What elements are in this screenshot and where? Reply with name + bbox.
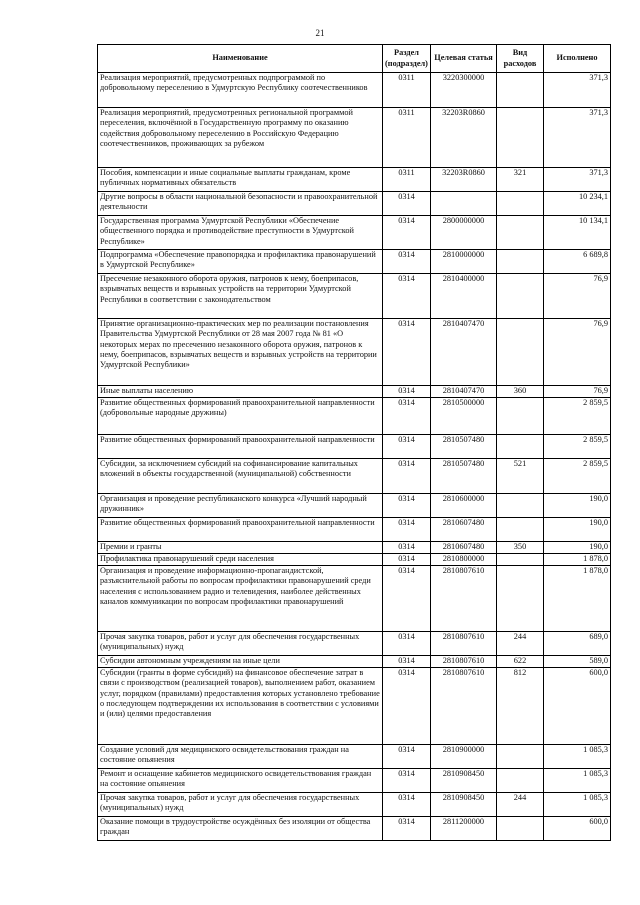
row-executed: 1 085,3	[544, 769, 611, 793]
row-executed: 2 859,5	[544, 435, 611, 459]
table-row	[98, 274, 611, 319]
row-executed: 1 085,3	[544, 793, 611, 817]
row-name: Субсидии (гранты в форме субсидий) на финансовое обеспечение затрат в связи с производством (реализацией товаров), выполнением работ, оказанием услуг, порядком (правилами) предоставления которых установлено требование о последующем подтверждении их использования в соответствии с условиями и (или) целями предоставления	[98, 668, 383, 745]
row-executed: 600,0	[544, 668, 611, 745]
table-row	[98, 459, 611, 494]
row-section: 0314	[383, 518, 431, 542]
header-name: Наименование	[98, 45, 383, 73]
row-section: 0314	[383, 274, 431, 319]
row-executed: 190,0	[544, 518, 611, 542]
table-row	[98, 668, 611, 745]
row-section: 0314	[383, 250, 431, 274]
row-name: Профилактика правонарушений среди населения	[98, 554, 383, 566]
row-name: Организация и проведение республиканского конкурса «Лучший народный дружинник»	[98, 494, 383, 518]
row-name: Реализация мероприятий, предусмотренных подпрограммой по добровольному переселению в Удмуртскую Республику соотечественников	[98, 73, 383, 108]
row-name: Государственная программа Удмуртской Республики «Обеспечение общественного порядка и противодействие преступности в Удмуртской Республике»	[98, 216, 383, 250]
row-name: Развитие общественных формирований правоохранительной направленности (добровольные народные дружины)	[98, 398, 383, 435]
row-target: 2810908450	[431, 793, 497, 817]
row-name: Прочая закупка товаров, работ и услуг для обеспечения государственных (муниципальных) нужд	[98, 632, 383, 656]
row-target: 2810407470	[431, 319, 497, 386]
row-kind	[497, 192, 544, 216]
row-executed: 190,0	[544, 542, 611, 554]
row-executed: 600,0	[544, 817, 611, 841]
table-row	[98, 250, 611, 274]
table-row	[98, 168, 611, 192]
row-kind	[497, 435, 544, 459]
row-section: 0314	[383, 216, 431, 250]
row-kind: 321	[497, 168, 544, 192]
row-kind	[497, 566, 544, 632]
row-target: 2810507480	[431, 459, 497, 494]
row-kind	[497, 274, 544, 319]
row-target: 2810908450	[431, 769, 497, 793]
table-row	[98, 518, 611, 542]
table-row	[98, 108, 611, 168]
row-target: 2810807610	[431, 656, 497, 668]
row-section: 0314	[383, 319, 431, 386]
row-kind	[497, 769, 544, 793]
table-row	[98, 386, 611, 398]
row-target: 2810900000	[431, 745, 497, 769]
header-target: Целевая статья	[431, 45, 497, 73]
row-target: 2810800000	[431, 554, 497, 566]
table-row	[98, 745, 611, 769]
row-kind	[497, 108, 544, 168]
row-section: 0314	[383, 459, 431, 494]
table-row	[98, 554, 611, 566]
row-executed: 371,3	[544, 168, 611, 192]
row-executed: 1 085,3	[544, 745, 611, 769]
row-name: Пособия, компенсации и иные социальные выплаты гражданам, кроме публичных нормативных обязательств	[98, 168, 383, 192]
row-section: 0314	[383, 668, 431, 745]
row-name: Прочая закупка товаров, работ и услуг для обеспечения государственных (муниципальных) нужд	[98, 793, 383, 817]
row-target: 2810607480	[431, 542, 497, 554]
row-name: Реализация мероприятий, предусмотренных региональной программой переселения, включённой в Государственную программу по оказанию содействия добровольному переселению в Российскую Федерацию соотечественников, проживающих за рубежом	[98, 108, 383, 168]
row-section: 0314	[383, 554, 431, 566]
row-executed: 371,3	[544, 108, 611, 168]
table-row	[98, 632, 611, 656]
row-kind: 244	[497, 632, 544, 656]
table-row	[98, 566, 611, 632]
row-kind: 521	[497, 459, 544, 494]
row-name: Субсидии автономным учреждениям на иные цели	[98, 656, 383, 668]
page-number: 21	[315, 28, 325, 38]
table-row	[98, 656, 611, 668]
table-row	[98, 398, 611, 435]
header-section: Раздел (подраздел)	[383, 45, 431, 73]
row-section: 0314	[383, 632, 431, 656]
row-target: 2810000000	[431, 250, 497, 274]
row-section: 0314	[383, 817, 431, 841]
budget-table	[97, 44, 611, 841]
row-name: Развитие общественных формирований правоохранительной направленности	[98, 435, 383, 459]
row-section: 0314	[383, 769, 431, 793]
row-executed: 10 134,1	[544, 216, 611, 250]
row-section: 0314	[383, 793, 431, 817]
row-kind: 360	[497, 386, 544, 398]
row-section: 0314	[383, 494, 431, 518]
row-executed: 2 859,5	[544, 459, 611, 494]
row-target: 32203R0860	[431, 108, 497, 168]
table-row	[98, 817, 611, 841]
row-section: 0314	[383, 435, 431, 459]
row-kind: 812	[497, 668, 544, 745]
table-row	[98, 73, 611, 108]
row-kind: 350	[497, 542, 544, 554]
row-name: Оказание помощи в трудоустройстве осуждённых без изоляции от общества граждан	[98, 817, 383, 841]
row-kind: 622	[497, 656, 544, 668]
row-executed: 371,3	[544, 73, 611, 108]
row-target: 2811200000	[431, 817, 497, 841]
row-section: 0311	[383, 108, 431, 168]
row-kind	[497, 319, 544, 386]
row-kind	[497, 250, 544, 274]
row-target: 3220300000	[431, 73, 497, 108]
row-kind	[497, 554, 544, 566]
row-executed: 76,9	[544, 319, 611, 386]
row-section: 0314	[383, 398, 431, 435]
row-name: Другие вопросы в области национальной безопасности и правоохранительной деятельности	[98, 192, 383, 216]
row-target: 2810407470	[431, 386, 497, 398]
row-target	[431, 192, 497, 216]
row-executed: 10 234,1	[544, 192, 611, 216]
row-name: Принятие организационно-практических мер по реализации постановления Правительства Удмуртской Республики от 28 мая 2007 года № 81 «О некоторых мерах по пресечению незаконного оборота оружия, патронов к нему, боеприпасов, взрывчатых веществ и взрывных устройств на территории Удмуртской Республики»	[98, 319, 383, 386]
table-row	[98, 793, 611, 817]
row-section: 0314	[383, 192, 431, 216]
row-kind	[497, 494, 544, 518]
header-kind: Вид расходов	[497, 45, 544, 73]
row-kind	[497, 398, 544, 435]
row-kind	[497, 817, 544, 841]
table-row	[98, 769, 611, 793]
row-section: 0311	[383, 168, 431, 192]
row-target: 2810807610	[431, 668, 497, 745]
row-target: 2810600000	[431, 494, 497, 518]
row-name: Создание условий для медицинского освидетельствования граждан на состояние опьянения	[98, 745, 383, 769]
row-target: 2810807610	[431, 566, 497, 632]
row-executed: 1 878,0	[544, 554, 611, 566]
row-section: 0311	[383, 73, 431, 108]
row-target: 2800000000	[431, 216, 497, 250]
row-target: 2810400000	[431, 274, 497, 319]
row-name: Развитие общественных формирований правоохранительной направленности	[98, 518, 383, 542]
row-name: Подпрограмма «Обеспечение правопорядка и профилактика правонарушений в Удмуртской Республике»	[98, 250, 383, 274]
table-row	[98, 494, 611, 518]
row-kind: 244	[497, 793, 544, 817]
row-kind	[497, 73, 544, 108]
row-executed: 2 859,5	[544, 398, 611, 435]
row-kind	[497, 518, 544, 542]
row-name: Ремонт и оснащение кабинетов медицинского освидетельствования граждан на состояние опьянения	[98, 769, 383, 793]
table-row	[98, 319, 611, 386]
header-row	[98, 45, 611, 73]
row-section: 0314	[383, 542, 431, 554]
row-target: 2810807610	[431, 632, 497, 656]
row-executed: 689,0	[544, 632, 611, 656]
row-executed: 589,0	[544, 656, 611, 668]
row-section: 0314	[383, 386, 431, 398]
table-row	[98, 216, 611, 250]
row-executed: 76,9	[544, 274, 611, 319]
row-executed: 1 878,0	[544, 566, 611, 632]
row-section: 0314	[383, 745, 431, 769]
row-name: Организация и проведение информационно-пропагандистской, разъяснительной работы по вопросам профилактики правонарушений среди населения с использованием радио и телевидения, наиболее действенных каналов коммуникации по вопросам профилактики правонарушений	[98, 566, 383, 632]
row-target: 2810500000	[431, 398, 497, 435]
row-executed: 6 689,8	[544, 250, 611, 274]
table-row	[98, 192, 611, 216]
row-name: Субсидии, за исключением субсидий на софинансирование капитальных вложений в объекты государственной (муниципальной) собственности	[98, 459, 383, 494]
table-row	[98, 542, 611, 554]
row-section: 0314	[383, 566, 431, 632]
row-kind	[497, 216, 544, 250]
row-target: 2810607480	[431, 518, 497, 542]
row-kind	[497, 745, 544, 769]
row-target: 32203R0860	[431, 168, 497, 192]
row-executed: 190,0	[544, 494, 611, 518]
row-name: Премии и гранты	[98, 542, 383, 554]
row-name: Пресечение незаконного оборота оружия, патронов к нему, боеприпасов, взрывчатых веществ и взрывных устройств на территории Удмуртской Республики в соответствии с законодательством	[98, 274, 383, 319]
table-row	[98, 435, 611, 459]
header-executed: Исполнено	[544, 45, 611, 73]
row-target: 2810507480	[431, 435, 497, 459]
row-executed: 76,9	[544, 386, 611, 398]
row-name: Иные выплаты населению	[98, 386, 383, 398]
row-section: 0314	[383, 656, 431, 668]
